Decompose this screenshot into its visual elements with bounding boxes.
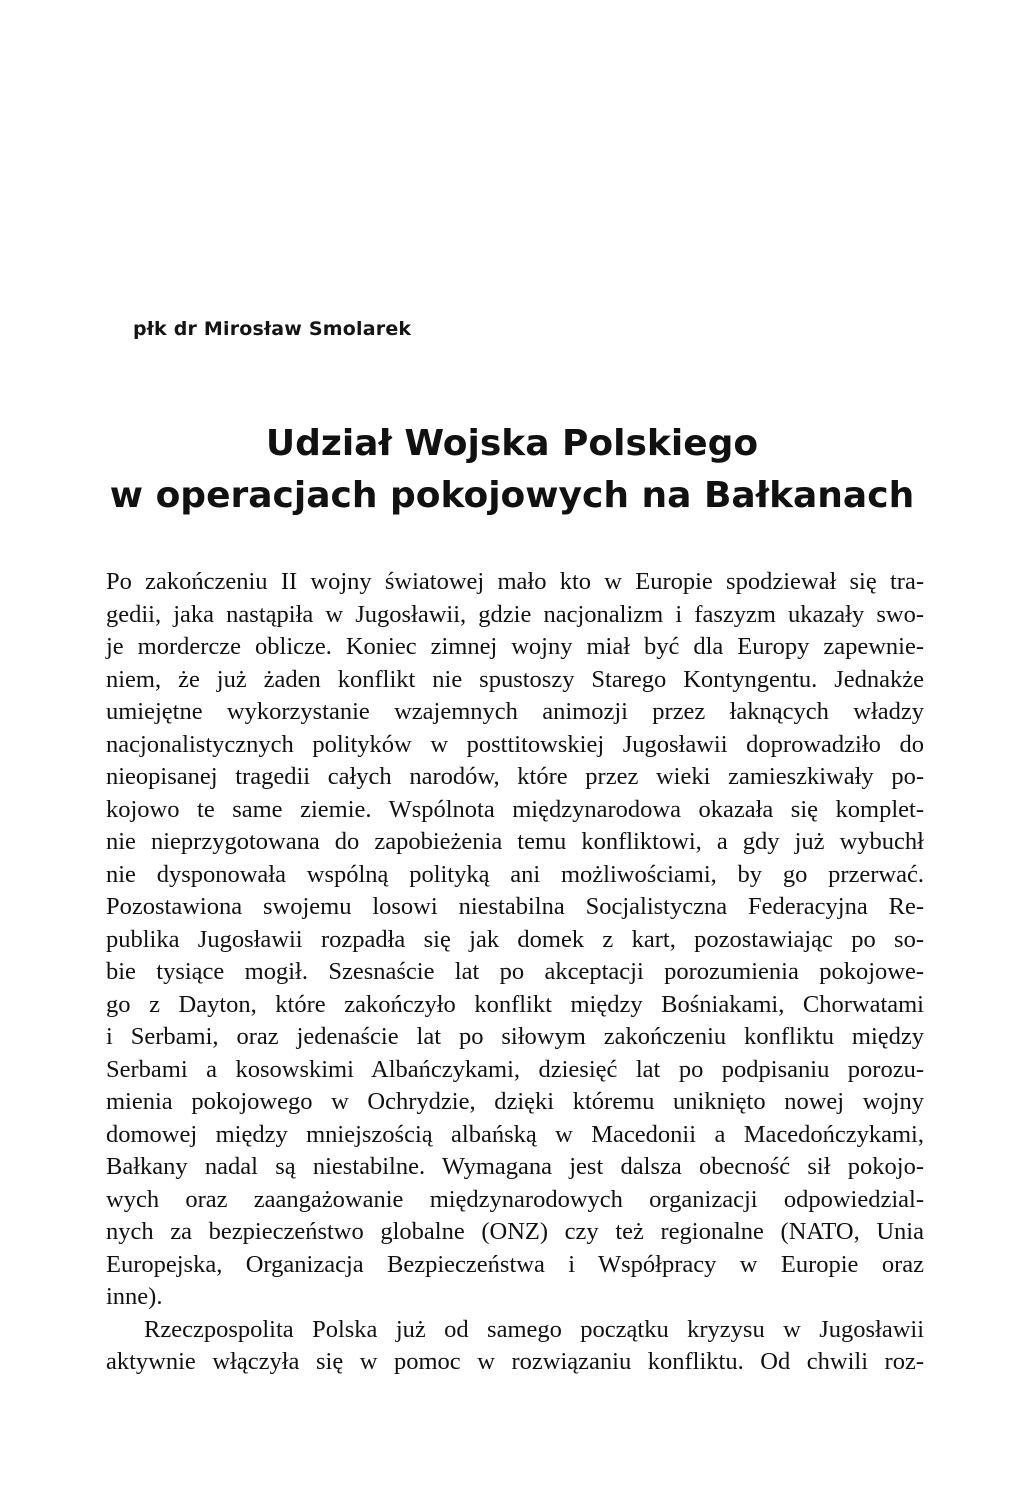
paragraph-2 [106, 1314, 924, 1379]
text-line: publika Jugosławii rozpadła się jak domek z kart, pozostawiając po so- [106, 925, 924, 953]
text-line: Pozostawiona swojemu losowi niestabilna Socjalistyczna Federacyjna Re- [106, 893, 924, 920]
text-line: nych za bezpieczeństwo globalne (ONZ) czy też regionalne (NATO, Unia [106, 1218, 924, 1245]
title-line-2: w operacjach pokojowych na Bałkanach [109, 475, 915, 516]
text-line: Bałkany nadal są niestabilne. Wymagana jest dalsza obecność sił pokojo- [106, 1153, 924, 1180]
article-title [0, 418, 1024, 522]
author-line: płk dr Mirosław Smolarek [133, 318, 412, 340]
text-line: kojowo te same ziemie. Wspólnota międzynarodowa okazała się komplet- [106, 795, 924, 823]
text-line: bie tysiące mogił. Szesnaście lat po akceptacji porozumienia pokojowe- [106, 958, 924, 985]
text-line: aktywnie włączyła się w pomoc w rozwiązaniu konfliktu. Od chwili roz- [106, 1348, 924, 1375]
text-line: gedii, jaka nastąpiła w Jugosławii, gdzie nacjonalizm i faszyzm ukazały swo- [106, 600, 924, 628]
text-line: nacjonalistycznych polityków w posttitowskiej Jugosławii doprowadziło do [106, 730, 924, 758]
text-line: go z Dayton, które zakończyło konflikt między Bośniakami, Chorwatami [106, 990, 924, 1018]
text-line: je mordercze oblicze. Koniec zimnej wojny miał być dla Europy zapewnie- [106, 633, 924, 660]
text-line: umiejętne wykorzystanie wzajemnych animozji przez łaknących władzy [106, 698, 924, 725]
text-line: nieopisanej tragedii całych narodów, które przez wieki zamieszkiwały po- [106, 763, 924, 790]
text-line: inne). [106, 1283, 163, 1310]
text-line: Europejska, Organizacja Bezpieczeństwa i Współpracy w Europie oraz [106, 1250, 924, 1278]
text-line: mienia pokojowego w Ochrydzie, dzięki któremu uniknięto nowej wojny [106, 1088, 924, 1115]
text-line: nie nieprzygotowana do zapobieżenia temu konfliktowi, a gdy już wybuchł [106, 828, 924, 855]
article-body [106, 566, 924, 1379]
text-line: Serbami a kosowskimi Albańczykami, dziesięć lat po podpisaniu porozu- [106, 1055, 924, 1083]
paragraph-1 [106, 566, 924, 1314]
text-line: i Serbami, oraz jedenaście lat po siłowym zakończeniu konfliktu między [106, 1023, 924, 1050]
text-line: domowej między mniejszością albańską w Macedonii a Macedończykami, [106, 1120, 924, 1148]
text-line: niem, że już żaden konflikt nie spustoszy Starego Kontyngentu. Jednakże [106, 665, 924, 693]
text-line: Rzeczpospolita Polska już od samego początku kryzysu w Jugosławii [144, 1315, 924, 1343]
text-line: wych oraz zaangażowanie międzynarodowych organizacji odpowiedzial- [106, 1185, 924, 1213]
text-line: nie dysponowała wspólną polityką ani możliwościami, by go przerwać. [106, 860, 924, 888]
title-line-1: Udział Wojska Polskiego [265, 423, 759, 464]
text-line: Po zakończeniu II wojny światowej mało kto w Europie spodziewał się tra- [106, 568, 924, 595]
